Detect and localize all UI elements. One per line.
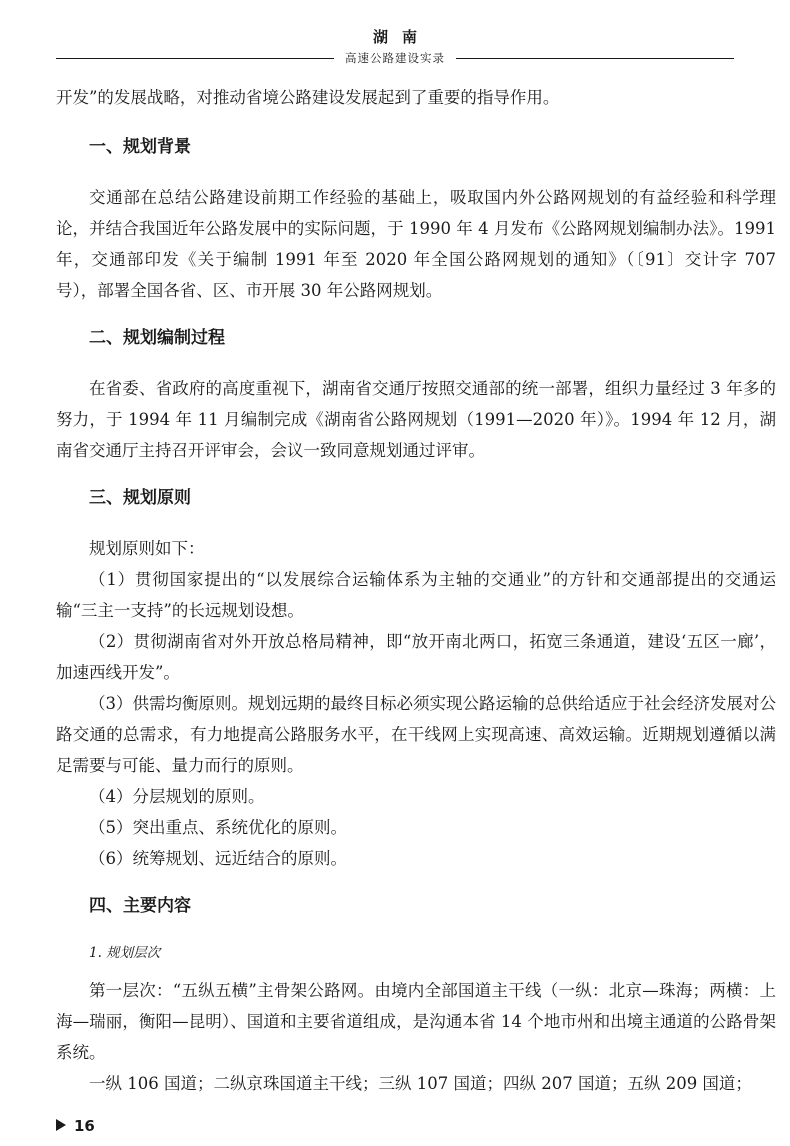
intro-paragraph: 开发”的发展战略，对推动省境公路建设发展起到了重要的指导作用。 [56, 88, 560, 107]
section-heading-background: 一、规划背景 [89, 137, 191, 157]
section-heading-content: 四、主要内容 [89, 896, 191, 916]
section-heading-principles: 三、规划原则 [89, 488, 191, 508]
header-rule-right [456, 58, 734, 59]
page-footer [56, 1116, 95, 1136]
running-header [56, 20, 734, 70]
header-title: 湖南 [372, 28, 431, 46]
triangle-marker-icon [56, 1119, 66, 1131]
principle-item: （1）贯彻国家提出的“以发展综合运输体系为主轴的交通业”的方针和交通部提出的交通运输“三主一支持”的长远规划设想。 [56, 570, 776, 620]
principle-item: （4）分层规划的原则。 [89, 787, 265, 806]
principle-item: （6）统筹规划、远近结合的原则。 [89, 849, 347, 868]
paragraph-first-level: 第一层次：“五纵五横”主骨架公路网。由境内全部国道主干线（一纵：北京—珠海；两横：上海—瑞丽，衡阳—昆明）、国道和主要省道组成，是沟通本省 14 个地市州和出境主通道的公路骨架系统。 [56, 981, 776, 1062]
principle-item: （5）突出重点、系统优化的原则。 [89, 818, 347, 837]
paragraph-process: 在省委、省政府的高度重视下，湖南省交通厅按照交通部的统一部署，组织力量经过 3 年多的努力，于 1994 年 11 月编制完成《湖南省公路网规划（1991—2020 年）》。1994 年 12 月，湖南省交通厅主持召开评审会，会议一致同意规划通过评审。 [56, 379, 776, 460]
principle-item: （2）贯彻湖南省对外开放总格局精神，即“放开南北两口，拓宽三条通道，建设‘五区一廊’，加速西线开发”。 [56, 632, 776, 682]
paragraph-background: 交通部在总结公路建设前期工作经验的基础上，吸取国内外公路网规划的有益经验和科学理论，并结合我国近年公路发展中的实际问题，于 1990 年 4 月发布《公路网规划编制办法》。1991 年，交通部印发《关于编制 1991 年至 2020 年全国公路网规划的通知》（〔91〕交计字 707 号），部署全国各省、区、市开展 30 年公路网规划。 [56, 188, 776, 300]
paragraph-vertical-routes: 一纵 106 国道；二纵京珠国道主干线；三纵 107 国道；四纵 207 国道；五纵 209 国道； [89, 1074, 752, 1093]
page-number: 16 [74, 1117, 95, 1135]
header-subtitle: 高速公路建设实录 [345, 51, 445, 65]
principles-lead: 规划原则如下： [89, 539, 205, 558]
subsection-heading-levels: 1. 规划层次 [89, 945, 161, 961]
section-heading-process: 二、规划编制过程 [89, 328, 225, 348]
principle-item: （3）供需均衡原则。规划远期的最终目标必须实现公路运输的总供给适应于社会经济发展对公路交通的总需求，有力地提高公路服务水平，在干线网上实现高速、高效运输。近期规划遵循以满足需要与可能、量力而行的原则。 [56, 694, 776, 775]
page-body [56, 82, 776, 1099]
